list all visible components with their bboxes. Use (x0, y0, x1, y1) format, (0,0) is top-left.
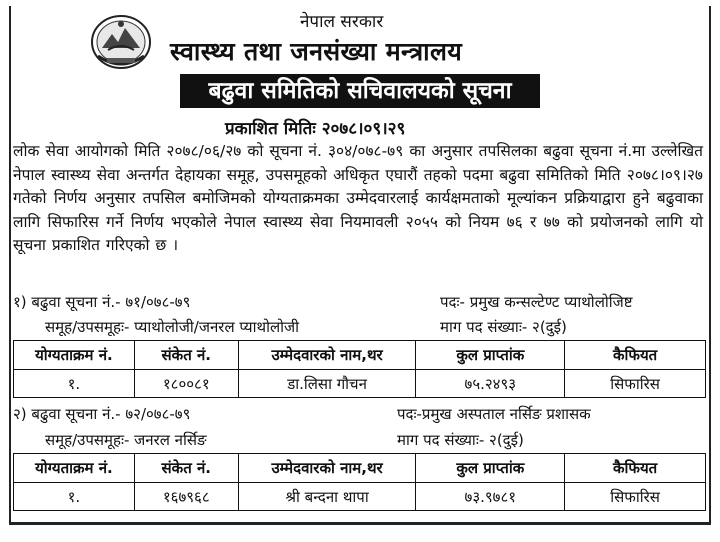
header-total: कुल प्राप्तांक (416, 341, 565, 370)
cell-code: १८००८१ (134, 370, 238, 398)
header-name: उम्मेदवारको नाम,थर (238, 341, 416, 370)
nepal-emblem-icon (90, 12, 152, 70)
section-2-post: पदः-प्रमुख अस्पताल नर्सिङ प्रशासक (397, 405, 591, 423)
published-date: प्रकाशित मितिः २०७८।०९।२९ (225, 119, 406, 139)
cell-remark: सिफारिस (565, 483, 706, 511)
ministry-title: स्वास्थ्य तथा जनसंख्या मन्त्रालय (170, 37, 463, 66)
cell-code: १६७९६८ (134, 483, 238, 511)
cell-name: डा.लिसा गौचन (238, 370, 416, 398)
table-header-row (14, 341, 706, 370)
header-name: उम्मेदवारको नाम,थर (238, 454, 416, 483)
header-rank: योग्यताक्रम नं. (14, 341, 135, 370)
section-1-post: पदः- प्रमुख कन्सल्टेण्ट प्याथोलोजिष्ट (440, 293, 633, 311)
government-label: नेपाल सरकार (300, 12, 384, 32)
header-rank: योग्यताक्रम नं. (14, 454, 135, 483)
results-table-2 (13, 453, 706, 511)
header-remark: कैफियत (565, 341, 706, 370)
header-remark: कैफियत (565, 454, 706, 483)
cell-total: ७३.९७८१ (416, 483, 565, 511)
section-2-notice-no: २) बढुवा सूचना नं.- ७२/०७८-७९ (13, 405, 191, 423)
header-total: कुल प्राप्तांक (416, 454, 565, 483)
section-1-notice-no: १) बढुवा सूचना नं.- ७१/०७८-७९ (13, 293, 191, 311)
section-1-group: समूह/उपसमूहः- प्याथोलोजी/जनरल प्याथोलोजी (45, 318, 300, 336)
notice-paragraph: लोक सेवा आयोगको मिति २०७८/०६/२७ को सूचना नं. ३०४/०७८-७९ का अनुसार तपसिलका बढुवा सूचना नं.मा उल्लेखित नेपाल स्वास्थ्य सेवा अन्तर्गत देहायका समूह, उपसमूहको अधिकृत एघारौं तहको पदमा बढुवा समितिको मिति २०७८।०९।२७ गतेको निर्णय अनुसार तपसिल बमोजिमको योग्यताक्रमका उम्मेदवारलाई कार्यक्षमताको मूल्यांकन प्रक्रियाद्वारा हुने बढुवाका लागि सिफारिस गर्ने निर्णय भएकोले नेपाल स्वास्थ्य सेवा नियमावली २०५५ को नियम ७६ र ७७ को प्रयोजनको लागि यो सूचना प्रकाशित गरिएको छ । (13, 142, 703, 254)
section-1-seats: माग पद संख्याः- २(दुई) (440, 318, 567, 336)
cell-remark: सिफारिस (565, 370, 706, 398)
header-code: संकेत नं. (134, 341, 238, 370)
section-2-group: समूह/उपसमूहः- जनरल नर्सिङ (45, 431, 207, 449)
table-row (14, 370, 706, 398)
results-table-1 (13, 340, 706, 398)
cell-rank: १. (14, 370, 135, 398)
table-row (14, 483, 706, 511)
table-header-row (14, 454, 706, 483)
header-code: संकेत नं. (134, 454, 238, 483)
cell-rank: १. (14, 483, 135, 511)
page-frame-bottom (9, 522, 711, 525)
cell-name: श्री बन्दना थापा (238, 483, 416, 511)
cell-total: ७५.२४९३ (416, 370, 565, 398)
notice-banner: बढुवा समितिको सचिवालयको सूचना (180, 74, 540, 108)
section-2-seats: माग पद संख्याः- २(दुई) (397, 431, 524, 449)
